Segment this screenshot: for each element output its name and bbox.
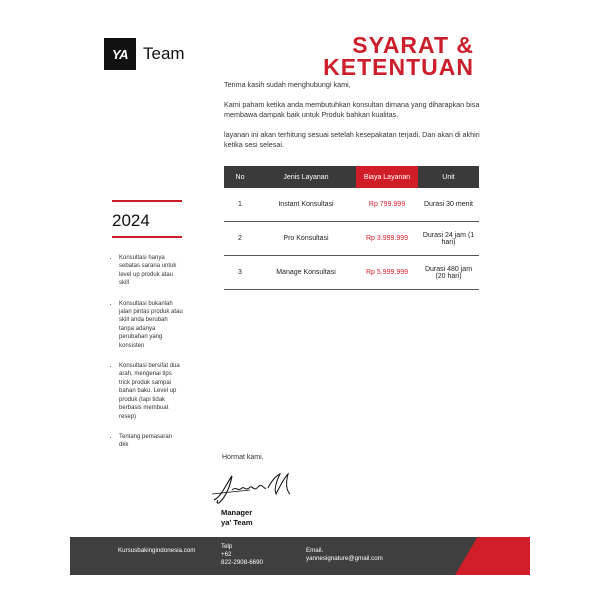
phone-label: Telp bbox=[221, 543, 233, 550]
intro-greeting: Terima kasih sudah menghubungi kami, bbox=[224, 80, 351, 89]
page-title bbox=[323, 34, 474, 78]
email-address[interactable]: yannesignature@gmail.com bbox=[306, 555, 383, 562]
cell-price: Rp 799.999 bbox=[356, 188, 418, 222]
logo bbox=[104, 38, 185, 70]
service-table bbox=[224, 166, 479, 290]
signer-block bbox=[221, 508, 253, 528]
col-header-service: Jenis Layanan bbox=[256, 166, 356, 188]
terms-item: • Tentang pemasaran dkk bbox=[119, 433, 183, 450]
title-line-2: KETENTUAN bbox=[323, 54, 474, 80]
intro-text bbox=[224, 80, 482, 160]
col-header-no: No bbox=[224, 166, 256, 188]
phone-number[interactable]: 822-2908-6690 bbox=[221, 559, 263, 566]
terms-item: • Konsultasi bersifat dua arah, mengenai tips trick produk sampai bahan baku. Level up produk (tapi tidak berbasis membuat resep) bbox=[119, 362, 183, 421]
terms-list bbox=[112, 254, 183, 462]
footer-email bbox=[306, 547, 383, 563]
cell-no: 2 bbox=[224, 222, 256, 256]
footer-accent bbox=[455, 537, 530, 575]
footer-bar bbox=[70, 537, 530, 575]
email-label: Email. bbox=[306, 547, 324, 554]
cell-no: 1 bbox=[224, 188, 256, 222]
cell-unit: Durasi 480 jam (20 hari) bbox=[418, 256, 479, 290]
footer-website[interactable]: Kursusbakingindonesia.com bbox=[118, 547, 196, 554]
signer-name: ya' Team bbox=[221, 518, 253, 527]
logo-text: Team bbox=[143, 44, 185, 63]
table-row bbox=[224, 188, 479, 222]
cell-service: Pro Konsultasi bbox=[256, 222, 356, 256]
table-row bbox=[224, 222, 479, 256]
cell-price: Rp 5.999.999 bbox=[356, 256, 418, 290]
phone-code: +62 bbox=[221, 551, 232, 558]
cell-price: Rp 3.999.999 bbox=[356, 222, 418, 256]
closing-greeting: Hormat kami, bbox=[222, 454, 264, 461]
signature-image bbox=[210, 470, 300, 506]
terms-item: • Konsultasi hanya sebatas sarana untuk level up produk atau skill bbox=[119, 254, 183, 288]
cell-no: 3 bbox=[224, 256, 256, 290]
intro-paragraph-1: Kami paham ketika anda membutuhkan konsultan dimana yang diharapkan bisa membawa dampak baik untuk Produk bahkan kualitas. bbox=[224, 100, 480, 119]
logo-mark: YA bbox=[104, 38, 136, 70]
cell-unit: Durasi 30 menit bbox=[418, 188, 479, 222]
terms-item: • Konsultasi bukanlah jalan pintas produk atau skill anda berubah tanpa adanya perubahan yang konsisten bbox=[119, 300, 183, 350]
table-row bbox=[224, 256, 479, 290]
signer-role: Manager bbox=[221, 508, 253, 517]
table-header-row bbox=[224, 166, 479, 188]
intro-paragraph-2: layanan ini akan terhitung sesuai setelah kesepakatan terjadi. Dan akan di akhiri ketika sesi selesai. bbox=[224, 130, 480, 149]
col-header-unit: Unit bbox=[418, 166, 479, 188]
cell-service: Manage Konsultasi bbox=[256, 256, 356, 290]
cell-unit: Durasi 24 jam (1 hari) bbox=[418, 222, 479, 256]
year-label: 2024 bbox=[112, 200, 182, 238]
title-line-1: SYARAT & bbox=[352, 32, 474, 58]
footer-phone bbox=[221, 543, 263, 567]
cell-service: Instant Konsultasi bbox=[256, 188, 356, 222]
col-header-price: Biaya Layanan bbox=[356, 166, 418, 188]
